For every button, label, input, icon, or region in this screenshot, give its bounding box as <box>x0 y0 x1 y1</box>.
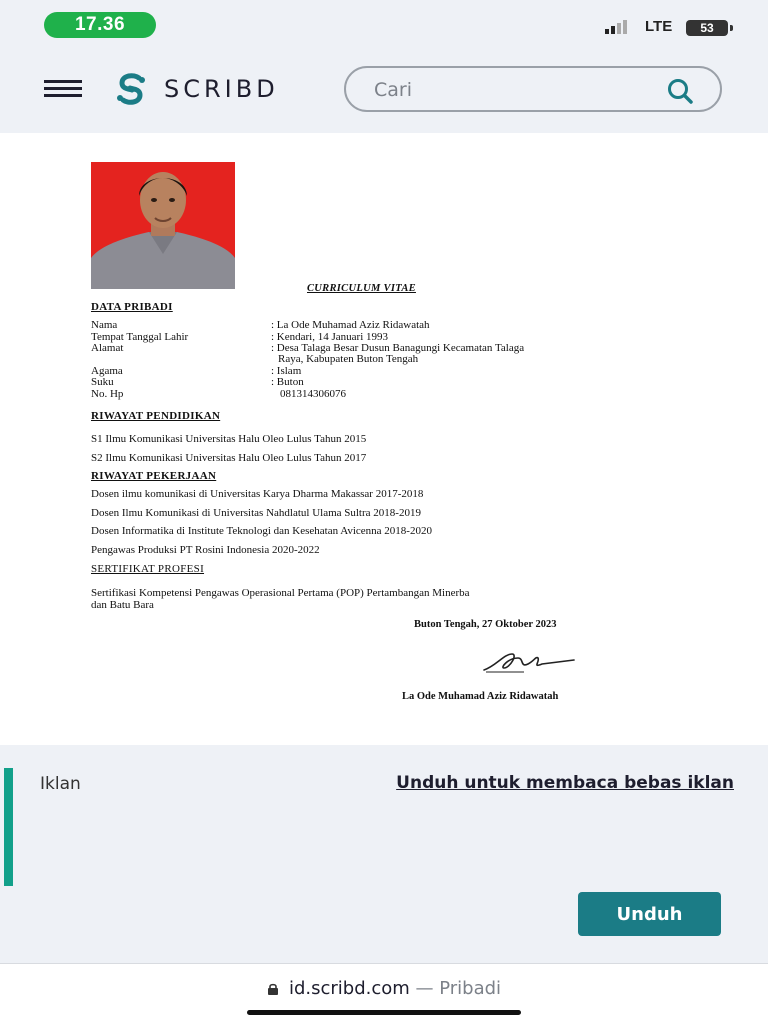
field-label: Suku <box>91 376 114 388</box>
ad-accent-bar <box>4 768 13 886</box>
ad-label: Iklan <box>40 774 81 794</box>
field-value: Raya, Kabupaten Buton Tengah <box>278 353 419 365</box>
download-button[interactable]: Unduh <box>578 892 721 936</box>
network-type: LTE <box>645 18 673 35</box>
scribd-logo[interactable] <box>112 70 279 108</box>
certificate-line: Sertifikasi Kompetensi Pengawas Operasional Pertama (POP) Pertambangan Minerba <box>91 587 470 599</box>
cv-title: CURRICULUM VITAE <box>307 283 416 294</box>
app-header <box>0 52 768 124</box>
ad-free-download-link[interactable]: Unduh untuk membaca bebas iklan <box>396 773 734 793</box>
field-label: Agama <box>91 365 123 377</box>
clock: 17.36 <box>44 12 156 38</box>
signal-icon <box>605 20 627 34</box>
url-display[interactable] <box>0 978 768 999</box>
ad-section <box>0 754 768 958</box>
section-certificate-heading: SERTIFIKAT PROFESI <box>91 563 205 575</box>
list-item: Dosen Ilmu Komunikasi di Universitas Nahdlatul Ulama Sultra 2018-2019 <box>91 507 421 519</box>
home-indicator[interactable] <box>247 1010 521 1015</box>
list-item: S2 Ilmu Komunikasi Universitas Halu Oleo Lulus Tahun 2017 <box>91 452 367 464</box>
signer-name: La Ode Muhamad Aziz Ridawatah <box>402 691 559 702</box>
search-input[interactable] <box>374 78 654 102</box>
list-item: Dosen ilmu komunikasi di Universitas Karya Dharma Makassar 2017-2018 <box>91 488 424 500</box>
search-box[interactable] <box>344 66 722 112</box>
certificate-line: dan Batu Bara <box>91 599 154 611</box>
search-icon[interactable] <box>666 77 694 105</box>
document-page <box>0 133 768 745</box>
field-label: Tempat Tanggal Lahir <box>91 331 189 343</box>
field-value: : Desa Talaga Besar Dusun Banagungi Kecamatan Talaga <box>271 342 525 354</box>
list-item: S1 Ilmu Komunikasi Universitas Halu Oleo Lulus Tahun 2015 <box>91 433 367 445</box>
section-personal-heading: DATA PRIBADI <box>91 301 173 313</box>
logo-text: SCRIBD <box>164 75 279 103</box>
field-value: : La Ode Muhamad Aziz Ridawatah <box>271 319 430 331</box>
person-image <box>91 162 235 289</box>
field-value: : Islam <box>271 365 302 377</box>
field-value: 081314306076 <box>280 388 346 400</box>
field-value: : Buton <box>271 376 304 388</box>
list-item: Pengawas Produksi PT Rosini Indonesia 2020-2022 <box>91 544 320 556</box>
battery-icon: 53 <box>686 20 728 36</box>
field-value: : Kendari, 14 Januari 1993 <box>271 331 388 343</box>
field-label: Alamat <box>91 342 124 354</box>
url-suffix: — Pribadi <box>415 978 502 999</box>
field-label: No. Hp <box>91 388 124 400</box>
field-label: Nama <box>91 319 118 331</box>
status-bar <box>0 0 768 52</box>
section-education-heading: RIWAYAT PENDIDIKAN <box>91 410 221 422</box>
menu-icon[interactable] <box>44 80 82 98</box>
place-date: Buton Tengah, 27 Oktober 2023 <box>414 619 557 630</box>
scribd-logo-icon <box>112 70 150 108</box>
lock-icon <box>267 983 279 995</box>
list-item: Dosen Informatika di Institute Teknologi dan Kesehatan Avicenna 2018-2020 <box>91 525 432 537</box>
browser-url-bar[interactable] <box>0 963 768 1024</box>
profile-photo <box>91 162 235 289</box>
url-host: id.scribd.com <box>288 978 410 999</box>
signature-image <box>478 646 578 676</box>
section-work-heading: RIWAYAT PEKERJAAN <box>91 470 217 482</box>
